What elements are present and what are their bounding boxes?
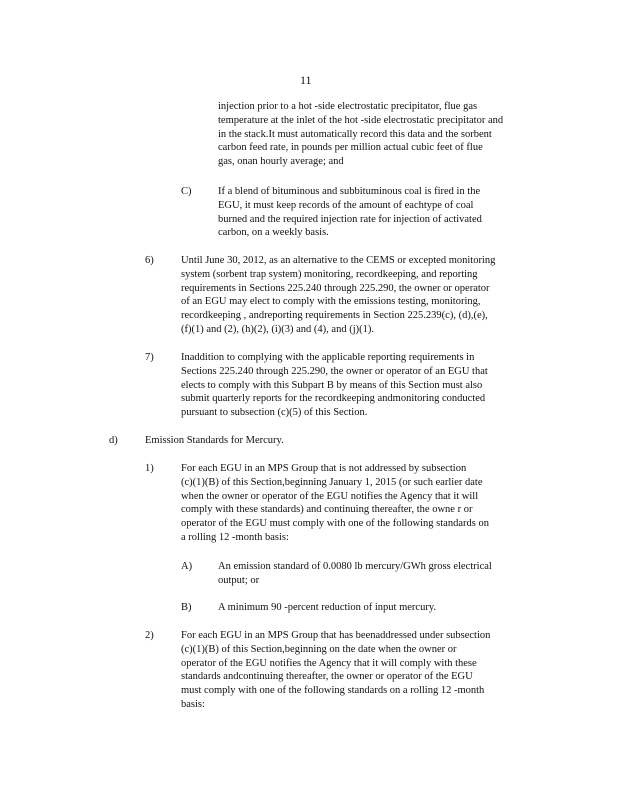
text-line: requirements in Sections 225.240 through 225.290, the owner or operator [181,282,490,294]
item-marker: C) [181,186,192,197]
item-marker: 1) [145,463,154,474]
item-d1b-paragraph [218,601,538,615]
section-marker: d) [109,435,118,446]
item-c3-paragraph [218,185,548,240]
text-line: of an EGU may elect to comply with the emissions testing, monitoring, [181,296,481,308]
item-marker: A) [181,561,193,572]
item-6-paragraph [181,254,541,337]
item-d1a-paragraph [218,560,538,588]
text-line: Sections 225.240 through 225.290, the owner or operator of an EGU that [181,365,488,377]
text-line: basis: [181,698,205,710]
text-line: injection prior to a hot -side electrostatic precipitator, flue gas [218,101,478,112]
item-d2-paragraph [181,629,541,712]
text-line: system (sorbent trap system) monitoring, recordkeeping, and reporting [181,268,478,280]
text-line: recordkeeping , andreporting requirements in Section 225.239(c), (d),(e), [181,310,488,322]
continuation-paragraph [218,100,548,169]
text-line: standards andcontinuing thereafter, the owner or operator of the EGU [181,671,473,683]
item-marker: B) [181,602,192,613]
text-line: operator of the EGU notifies the Agency that it will comply with these [181,657,477,669]
text-line: EGU, it must keep records of the amount of eachtype of coal [218,199,474,211]
text-line: pursuant to subsection (c)(5) of this Section. [181,407,368,419]
text-line: temperature at the inlet of the hot -side electrostatic precipitator and [218,114,504,126]
text-line: For each EGU in an MPS Group that has beenaddressed under subsection [181,630,491,641]
text-line: a rolling 12 -month basis: [181,531,289,543]
text-line: elects to comply with this Subpart B by means of this Section must also [181,379,483,391]
text-line: An emission standard of 0.0080 lb mercury/GWh gross electrical [218,561,492,572]
text-line: must comply with one of the following standards on a rolling 12 -month [181,685,485,697]
text-line: output; or [218,574,260,586]
text-line: when the owner or operator of the EGU notifies the Agency that it will [181,490,479,502]
text-line: operator of the EGU must comply with one of the following standards on [181,518,489,530]
text-line: (c)(1)(B) of this Section,beginning on the date when the owner or [181,643,457,655]
item-marker: 6) [145,255,154,266]
section-heading: Emission Standards for Mercury. [145,435,284,446]
item-marker: 7) [145,352,154,363]
text-line: in the stack.It must automatically record this data and the sorbent [218,128,492,140]
text-line: A minimum 90 -percent reduction of input mercury. [218,602,437,613]
text-line: Inaddition to complying with the applicable reporting requirements in [181,352,475,363]
text-line: burned and the required injection rate for injection of activated [218,213,482,225]
text-line: carbon feed rate, in pounds per million actual cubic feet of flue [218,142,483,154]
text-line: (c)(1)(B) of this Section,beginning January 1, 2015 (or such earlier date [181,476,483,488]
item-7-paragraph [181,351,541,420]
text-line: comply with these standards) and continuing thereafter, the owne r or [181,504,473,516]
text-line: carbon, on a weekly basis. [218,227,329,239]
text-line: (f)(1) and (2), (h)(2), (i)(3) and (4), and (j)(1). [181,323,374,335]
item-marker: 2) [145,630,154,641]
text-line: If a blend of bituminous and subbituminous coal is fired in the [218,186,481,197]
page-number: 11 [300,73,312,87]
text-line: Until June 30, 2012, as an alternative to the CEMS or excepted monitoring [181,255,496,266]
text-line: For each EGU in an MPS Group that is not addressed by subsection [181,463,467,474]
text-line: gas, onan hourly average; and [218,156,344,168]
text-line: submit quarterly reports for the recordkeeping andmonitoring conducted [181,393,486,405]
item-d1-paragraph [181,462,541,545]
